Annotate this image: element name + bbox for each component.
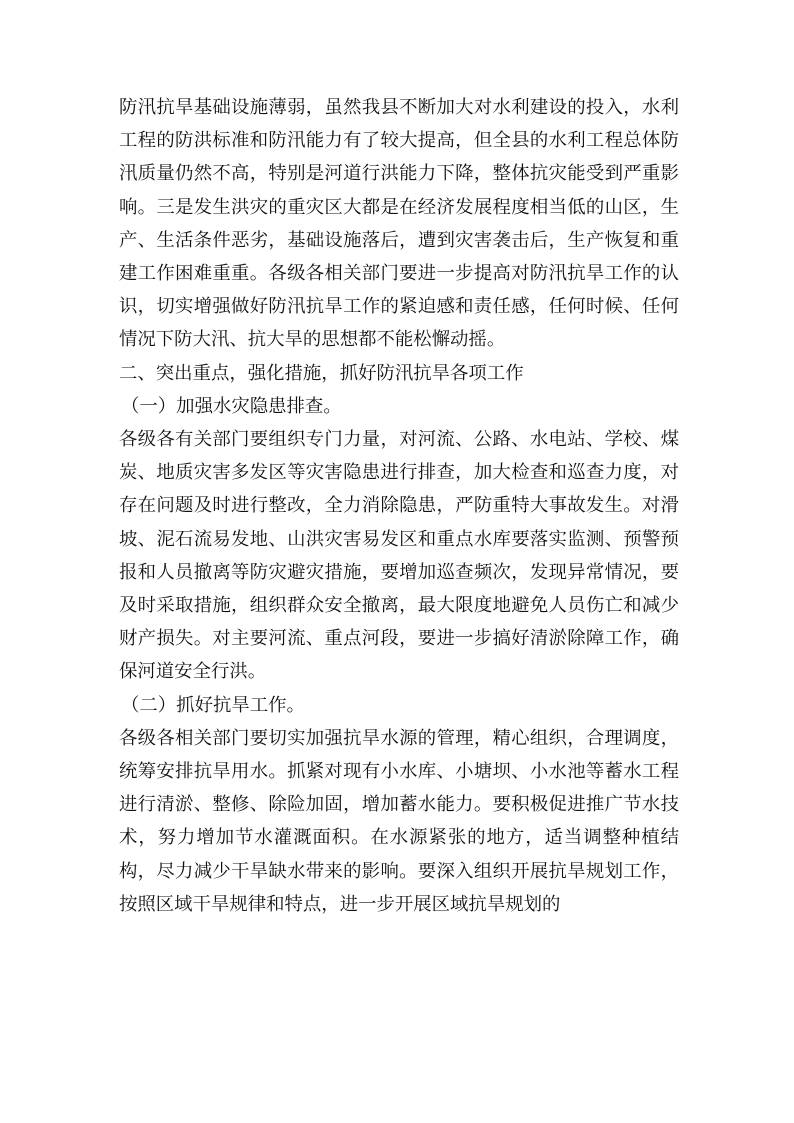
subsection-heading: （一）加强水灾隐患排查。: [121, 395, 342, 417]
document-body: [119, 91, 679, 921]
subsection-heading: （二）抓好抗旱工作。: [121, 694, 305, 716]
section-heading: 二、突出重点，强化措施，抓好防汛抗旱各项工作: [119, 362, 524, 384]
body-paragraph: 各级各相关部门要切实加强抗旱水源的管理，精心组织，合理调度，统筹安排抗旱用水。抓紧对现有小水库、小塘坝、小水池等蓄水工程进行清淤、整修、除险加固，增加蓄水能力。要积极促进推广节水技术，努力增加节水灌溉面积。在水源紧张的地方，适当调整种植结构，尽力减少干旱缺水带来的影响。要深入组织开展抗旱规划工作，按照区域干旱规律和特点，进一步开展区域抗旱规划的: [119, 727, 679, 915]
body-paragraph: 各级各有关部门要组织专门力量，对河流、公路、水电站、学校、煤炭、地质灾害多发区等灾害隐患进行排查，加大检查和巡查力度，对存在问题及时进行整改，全力消除隐患，严防重特大事故发生。对滑坡、泥石流易发地、山洪灾害易发区和重点水库要落实监测、预警预报和人员撤离等防灾避灾措施，要增加巡查频次，发现异常情况，要及时采取措施，组织群众安全撤离，最大限度地避免人员伤亡和减少财产损失。对主要河流、重点河段，要进一步搞好清淤除障工作，确保河道安全行洪。: [119, 429, 679, 683]
body-paragraph: 防汛抗旱基础设施薄弱，虽然我县不断加大对水利建设的投入，水利工程的防洪标准和防汛能力有了较大提高，但全县的水利工程总体防汛质量仍然不高，特别是河道行洪能力下降，整体抗灾能受到严重影响。三是发生洪灾的重灾区大都是在经济发展程度相当低的山区，生产、生活条件恶劣，基础设施落后，遭到灾害袭击后，生产恢复和重建工作困难重重。各级各相关部门要进一步提高对防汛抗旱工作的认识，切实增强做好防汛抗旱工作的紧迫感和责任感，任何时候、任何情况下防大汛、抗大旱的思想都不能松懈动摇。: [119, 97, 679, 351]
